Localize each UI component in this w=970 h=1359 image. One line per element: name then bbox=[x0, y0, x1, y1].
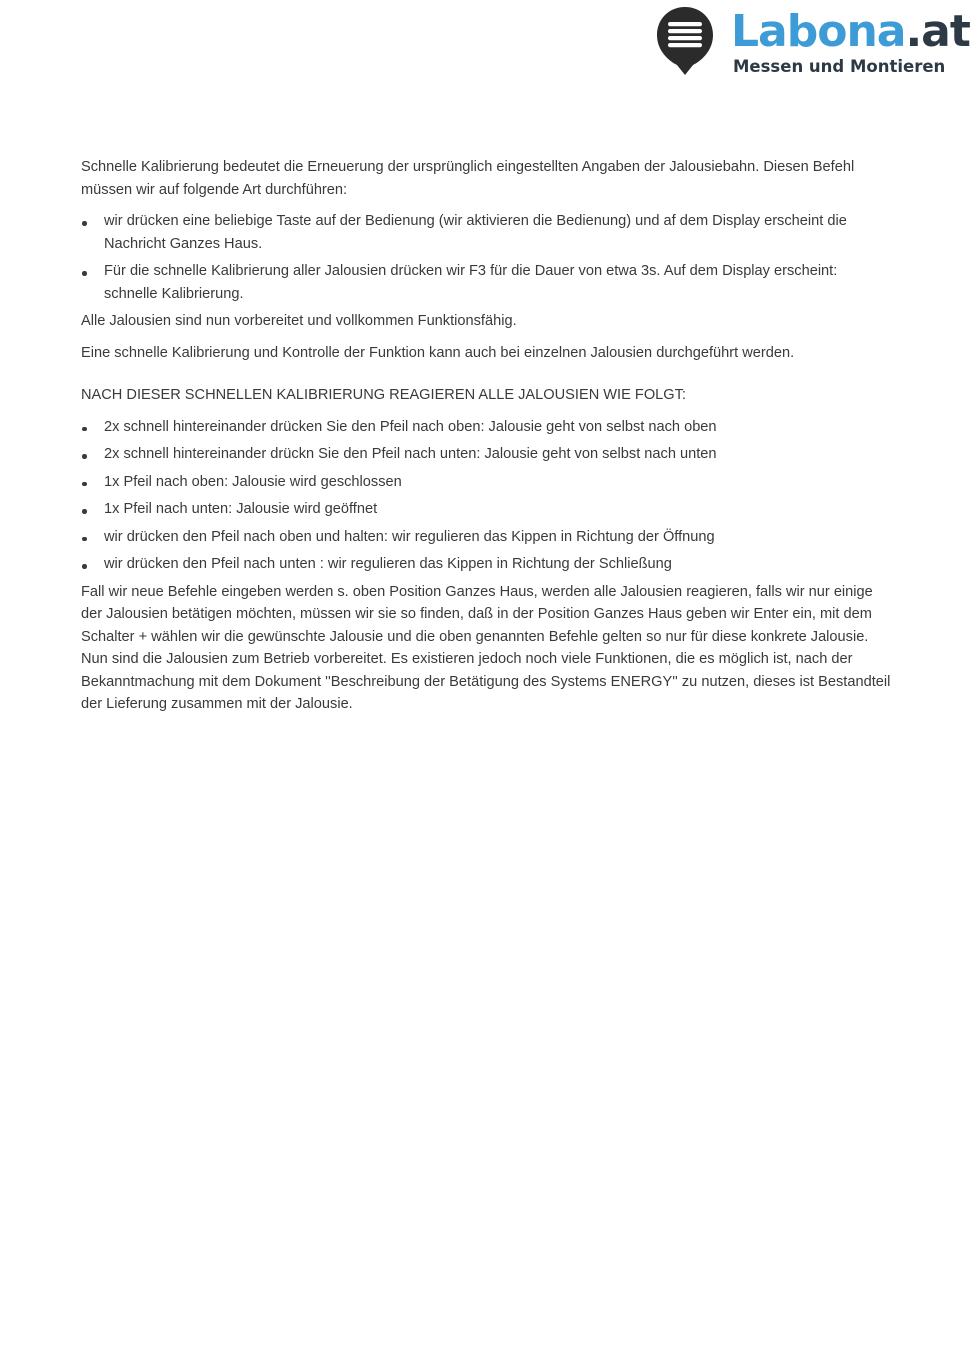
list-item: Für die schnelle Kalibrierung aller Jalousien drücken wir F3 für die Dauer von etwa 3s. Auf dem Display erscheint: schnelle Kalibrierung. bbox=[81, 260, 891, 305]
list-item: wir drücken den Pfeil nach oben und halten: wir regulieren das Kippen in Richtung der Öffnung bbox=[81, 526, 891, 549]
intro-paragraph: Schnelle Kalibrierung bedeutet die Erneuerung der ursprünglich eingestellten Angaben der Jalousiebahn. Diesen Befehl müssen wir auf folgende Art durchführen: bbox=[81, 159, 855, 198]
logo-brand: Labona bbox=[731, 6, 906, 57]
calibration-steps-list bbox=[81, 210, 891, 305]
document-body bbox=[81, 156, 891, 725]
list-item: wir drücken eine beliebige Taste auf der Bedienung (wir aktivieren die Bedienung) und af dem Display erscheint die Nachricht Ganzes Haus. bbox=[81, 210, 891, 255]
single-calibration-paragraph: Eine schnelle Kalibrierung und Kontrolle der Funktion kann auch bei einzelnen Jalousien durchgeführt werden. bbox=[81, 344, 795, 361]
list-item: 1x Pfeil nach oben: Jalousie wird geschlossen bbox=[81, 471, 891, 494]
reactions-list bbox=[81, 416, 891, 576]
logo-wordmark bbox=[731, 7, 970, 57]
blinds-pin-icon bbox=[655, 5, 715, 77]
list-item: 1x Pfeil nach unten: Jalousie wird geöffnet bbox=[81, 498, 891, 521]
list-item: 2x schnell hintereinander drückn Sie den Pfeil nach unten: Jalousie geht von selbst nach unten bbox=[81, 443, 891, 466]
labona-logo[interactable] bbox=[655, 5, 970, 80]
ready-paragraph: Alle Jalousien sind nun vorbereitet und vollkommen Funktionsfähig. bbox=[81, 313, 517, 329]
logo-tagline: Messen und Montieren bbox=[733, 57, 946, 76]
list-item: wir drücken den Pfeil nach unten : wir regulieren das Kippen in Richtung der Schließung bbox=[81, 553, 891, 576]
list-item: 2x schnell hintereinander drücken Sie den Pfeil nach oben: Jalousie geht von selbst nach oben bbox=[81, 416, 891, 439]
section-heading: NACH DIESER SCHNELLEN KALIBRIERUNG REAGIEREN ALLE JALOUSIEN WIE FOLGT: bbox=[81, 387, 686, 403]
closing-paragraph: Fall wir neue Befehle eingeben werden s. oben Position Ganzes Haus, werden alle Jalousien reagieren, falls wir nur einige der Jalousien betätigen möchten, müssen wir sie so finden, daß in der Position Ganzes Haus geben wir Enter ein, mit dem Schalter + wählen wir die gewünschte Jalousie und die oben genannten Befehle gelten so nur für diese konkrete Jalousie. Nun sind die Jalousien zum Betrieb vorbereitet. Es existieren jedoch noch viele Funktionen, die es möglich ist, nach der Bekanntmachung mit dem Dokument ''Beschreibung der Betätigung des Systems ENERGY'' zu nutzen, dieses ist Bestandteil der Lieferung zusammen mit der Jalousie. bbox=[81, 583, 891, 712]
logo-tld: .at bbox=[905, 6, 970, 57]
